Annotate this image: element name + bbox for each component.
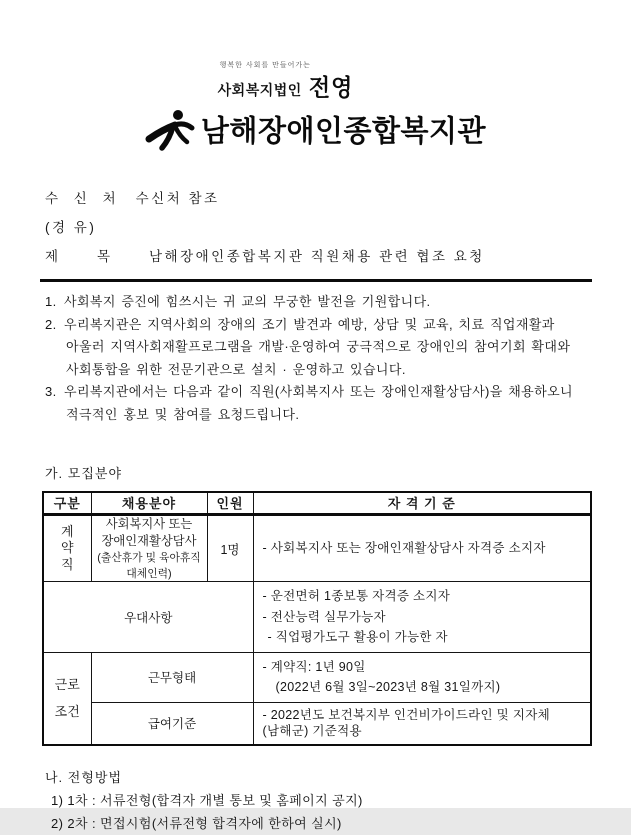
paragraph-2-number: 2. xyxy=(45,316,57,332)
cell-salary-label: 급여기준 xyxy=(91,702,253,745)
letterhead xyxy=(0,0,631,152)
recipient-value: 수신처 참조 xyxy=(135,191,220,206)
cell-recruit-field: 사회복지사 또는 장애인재활상담사 (출산휴가 및 육아휴직 대체인력) xyxy=(91,515,207,582)
table-row-salary xyxy=(43,702,591,745)
paragraph-1-number: 1. xyxy=(45,294,57,309)
logo-org-type: 사회복지법인 xyxy=(217,82,302,98)
subject-label-1: 제 xyxy=(45,249,59,264)
via-label: (경 유) xyxy=(45,220,97,235)
paragraph-3-number: 3. xyxy=(45,384,57,400)
paragraph-3-line-2: 적극적인 홍보 및 참여를 요청드립니다. xyxy=(66,406,300,422)
subject-value: 남해장애인종합복지관 직원채용 관련 협조 요청 xyxy=(149,249,485,264)
paragraph-2-line-2: 아울러 지역사회재활프로그램을 개발·운영하여 궁극적으로 장애인의 참여기회 확대와 xyxy=(66,339,571,355)
table-header-row xyxy=(43,492,591,515)
cell-salary-value: - 2022년도 보건복지부 인건비가이드라인 및 지자체 (남해군) 기준적용 xyxy=(253,702,591,745)
cell-preferred-items: - 운전면허 1종보통 자격증 소지자 - 전산능력 실무가능자 - 직업평가도구 활용이 가능한 자 xyxy=(253,582,591,653)
section-b xyxy=(45,766,631,835)
letter-header-block xyxy=(45,184,631,271)
cell-qualification: - 사회복지사 또는 장애인재활상담사 자격증 소지자 xyxy=(253,515,591,582)
recipient-row xyxy=(45,184,631,213)
recruitment-table xyxy=(42,491,592,747)
paragraph-3 xyxy=(45,381,590,404)
paragraph-3-line-1: 우리복지관에서는 다음과 같이 직원(사회복지사 또는 장애인재활상담사)을 채용하오니 xyxy=(64,384,574,400)
logo-slogan: 행복한 사회를 만들어가는 xyxy=(219,62,311,69)
section-b-item-2: 2) 2차 : 면접시험(서류전형 합격자에 한하여 실시) xyxy=(51,816,342,832)
table-row-contract xyxy=(43,515,591,582)
header-qualification: 자 격 기 준 xyxy=(253,492,591,515)
paragraph-1 xyxy=(45,291,590,314)
cell-work-type-value: - 계약직: 1년 90일 (2022년 6월 3일~2023년 8월 31일까지) xyxy=(253,652,591,702)
center-name: 남해장애인종합복지관 xyxy=(200,115,487,148)
cell-category-conditions: 근로조건 xyxy=(43,652,91,745)
person-figure-icon xyxy=(145,106,197,152)
cell-category-contract: 계약직 xyxy=(43,515,91,582)
body-block xyxy=(45,291,590,427)
section-b-item-1: 1) 1차 : 서류전형(합격자 개별 통보 및 홈페이지 공지) xyxy=(51,793,363,809)
subject-row xyxy=(45,242,631,271)
header-category: 구분 xyxy=(43,492,91,515)
table-row-work-type xyxy=(43,652,591,702)
logo-top xyxy=(218,60,354,102)
paragraph-1-line-1: 사회복지 증진에 힘쓰시는 귀 교의 무궁한 발전을 기원합니다. xyxy=(64,294,431,309)
cell-preferred-label: 우대사항 xyxy=(43,582,253,653)
logo-org-name: 전영 xyxy=(308,74,354,101)
paragraph-2 xyxy=(45,314,590,337)
table-row-preferred xyxy=(43,582,591,653)
header-field: 채용분야 xyxy=(91,492,207,515)
section-a-title: 가. 모집분야 xyxy=(45,465,123,481)
recipient-label: 수 신 처 xyxy=(45,191,122,206)
paragraph-2-line-1: 우리복지관은 지역사회의 장애의 조기 발견과 예방, 상담 및 교육, 치료 직업재활과 xyxy=(64,316,555,332)
cell-work-type-label: 근무형태 xyxy=(91,652,253,702)
header-divider xyxy=(40,279,592,282)
cell-headcount: 1명 xyxy=(207,515,253,582)
subject-label-2: 목 xyxy=(97,249,111,264)
section-b-title: 나. 전형방법 xyxy=(45,770,123,786)
header-count: 인원 xyxy=(207,492,253,515)
via-row xyxy=(45,213,631,242)
paragraph-2-line-3: 사회통합을 위한 전문기관으로 설치 · 운영하고 있습니다. xyxy=(66,361,406,377)
